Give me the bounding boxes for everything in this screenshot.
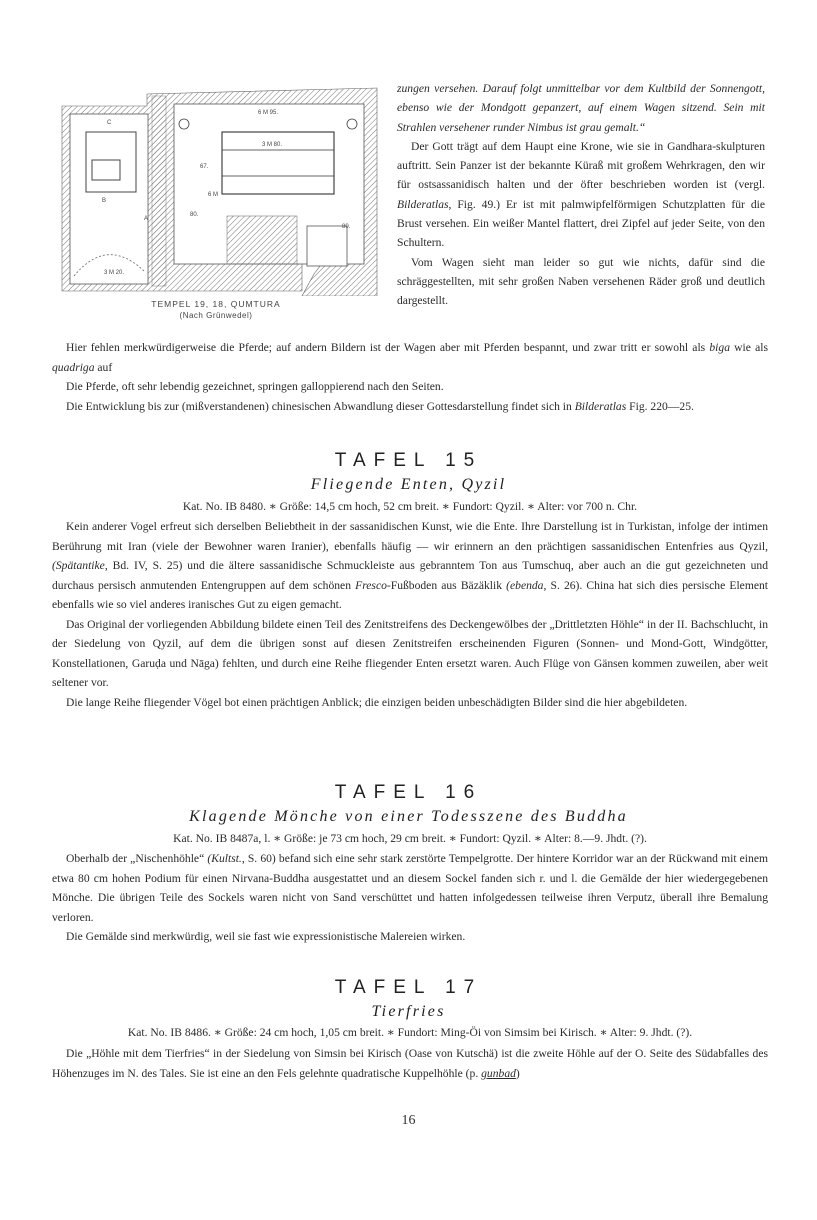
tafel-17-text <box>52 1044 768 1083</box>
paragraph-birds: Die lange Reihe fliegender Vögel bot einen prächtigen Anblick; die einzigen beiden unbeschädigten Bilder sind die hier abgebildeten. <box>66 695 688 709</box>
text-span: , Fig. 49.) Er ist mit palmwipfelförmigen Schutzplatten für die Brust versehen. Ein weißer Mantel flattert, drei Zipfel auf jeder Seite, von den Schultern. <box>397 197 765 250</box>
paragraph-horses: Die Pferde, oft sehr lebendig gezeichnet, springen galloppierend nach den Seiten. <box>66 380 444 393</box>
paragraph-sun-god-armor <box>397 137 765 253</box>
ref-bilderatlas: Bilderatlas <box>574 399 627 413</box>
tafel-15-text <box>52 517 768 712</box>
tafel-15-heading: TAFEL 15 <box>334 450 483 471</box>
tafel-15-title: Fliegende Enten, Qyzil <box>310 476 507 493</box>
paragraph-horses-missing <box>52 338 768 377</box>
text-span: Die Entwicklung bis zur (mißverstandenen) chinesischen Abwandlung dieser Gottesdarstellung findet sich in <box>66 399 575 413</box>
text-span: Der Gott trägt auf dem Haupt eine Krone, wie sie in Gandhara-skulpturen auftritt. Sein Panzer ist der bekannte Küraß mit großem Wehrkragen, den wir für ostsassanidisch halten und der öfter beschrieben worden ist (vergl. <box>397 139 765 192</box>
paragraph-animal-frieze <box>52 1044 768 1083</box>
plan-label-bottom: 3 M 20. <box>104 270 125 276</box>
text-span: Die „Höhle mit dem Tierfries“ in der Siedelung von Simsin bei Kirisch (Oase von Kutschä) ist die zweite Höhle auf der O. Seite des Südabfalles des Höhenzuges im N. des Tales. Sie ist eine an den Fels gelehnte quadratische Kuppelhöhle (p. <box>52 1047 768 1080</box>
ref-spaetantike: (Spätantike <box>52 559 105 572</box>
figure-caption <box>52 298 380 322</box>
right-column-text <box>397 79 765 311</box>
term-biga: biga <box>709 341 730 354</box>
tafel-15-catalog: Kat. No. IB 8480. ∗ Größe: 14,5 cm hoch, 52 cm breit. ∗ Fundort: Qyzil. ∗ Alter: vor 700 n. Chr. <box>182 500 638 513</box>
plan-label-shrine: 3 M 80. <box>262 142 283 148</box>
tafel-17-catalog: Kat. No. IB 8486. ∗ Größe: 24 cm hoch, 1,05 cm breit. ∗ Fundort: Ming-Öi von Simsim bei Kirisch. ∗ Alter: 9. Jhdt. (?). <box>127 1026 693 1039</box>
tafel-16-catalog: Kat. No. IB 8487a, l. ∗ Größe: je 73 cm hoch, 29 cm breit. ∗ Fundort: Qyzil. ∗ Alter: 8.—9. Jhdt. (?). <box>173 832 647 845</box>
floor-plan-figure <box>52 86 380 326</box>
plan-label-b: B <box>102 198 107 204</box>
paragraph-original: Das Original der vorliegenden Abbildung bildete einen Teil des Zenitstreifens des Deckengewölbes der „Drittletzten Höhle“ in der II. Bachschlucht, in der Siedelung von Qyzil, auf dem die übrigen sonst auf diesen Zenitstreifen erscheinenden Figuren (Sonnen- und Mond-Gott, Windgötter, Konstellationen, Garuḍa und Nāga) fehlten, und durch eine Reihe fliegender Enten ersetzt waren. Auch Flüge von Gänsen kommen zuweilen, aber weit seltener vor. <box>52 617 768 689</box>
paragraph-wagon: Vom Wagen sieht man leider so gut wie nichts, dafür sind die schräggestellten, mit sehr großen Naben versehenen Räder groß und deutlich dargestellt. <box>397 255 765 308</box>
text-span: Hier fehlen merkwürdigerweise die Pferde; auf andern Bildern ist der Wagen aber mit Pferden bespannt, und zwar tritt er sowohl als <box>66 341 710 354</box>
text-span: Kein anderer Vogel erfreut sich derselben Beliebtheit in der sassanidischen Kunst, wie die Ente. Ihre Darstellung ist in Turkistan, infolge der intimen Berührung mit Iran (viele der Bewohner waren Iranier), ebenfalls häufig — wir erinnern an den prächtigen sassanidischen Entenfries aus Qyzil, <box>52 520 768 553</box>
text-span: , S. 26). China hat sich dies persische Element ebenfalls wie so viel anderes iranisches Gut zu eigen gemacht. <box>52 578 768 611</box>
intro-text <box>52 338 768 416</box>
term-fresco: Fresco <box>355 578 387 592</box>
ref-bilderatlas: Bilderatlas <box>397 197 449 211</box>
plan-label-67: 67. <box>200 164 209 170</box>
plan-label-80b: 80. <box>342 224 351 230</box>
text-span: wie als <box>730 341 768 354</box>
text-span: Fig. 220—25. <box>626 399 694 413</box>
plan-label-c: C <box>107 120 112 126</box>
plan-label-width: 6 M 95. <box>258 110 279 116</box>
text-span: , Bd. IV, S. 25) und die ältere sassanidische Schmuckleiste aus gebranntem Ton aus Tumschuq, aber auch an die gut gezeichneten und durchaus persisch anmutenden Entengruppen auf dem schönen <box>52 559 768 592</box>
tafel-17-heading: TAFEL 17 <box>334 977 483 998</box>
tafel-16-heading: TAFEL 16 <box>334 782 483 803</box>
paragraph-expressionist: Die Gemälde sind merkwürdig, weil sie fast wie expressionistische Malereien wirken. <box>66 930 466 943</box>
figure-caption-title: TEMPEL 19, 18, QUMTURA <box>151 299 281 309</box>
text-span: -Fußboden aus Bäzäklik <box>386 578 507 592</box>
paragraph-ducks <box>52 517 768 615</box>
plan-label-80a: 80. <box>190 212 199 218</box>
term-gunbad: gunbad <box>481 1066 516 1080</box>
text-span: auf <box>94 360 113 374</box>
paragraph-sun-god-quote: zungen versehen. Darauf folgt unmittelbar vor dem Kultbild der Sonnengott, ebenso wie der Mondgott gepanzert, auf einem Wagen sitzend. Sein mit Strahlen versehener runder Nimbus ist grau gemalt.“ <box>397 82 765 134</box>
paragraph-niche-cave <box>52 849 768 927</box>
floor-plan-drawing <box>52 86 380 296</box>
plan-label-6m: 6 M <box>208 192 219 198</box>
ref-ebenda: (ebenda <box>506 578 544 592</box>
page-number: 16 <box>401 1113 416 1128</box>
tafel-16-title: Klagende Mönche von einer Todesszene des Buddha <box>189 808 628 825</box>
text-span: ) <box>515 1066 520 1080</box>
plan-label-a: A <box>144 216 149 222</box>
text-span: Oberhalb der „Nischenhöhle“ <box>66 852 208 865</box>
tafel-16-text <box>52 849 768 947</box>
tafel-17-title: Tierfries <box>371 1003 446 1020</box>
ref-kultst: (Kultst. <box>207 852 242 865</box>
figure-caption-source: (Nach Grünwedel) <box>179 311 253 320</box>
paragraph-development <box>52 397 768 417</box>
term-quadriga: quadriga <box>52 360 95 374</box>
text-span: , S. 60) befand sich eine sehr stark zerstörte Tempelgrotte. Der hintere Korridor war an der Rückwand mit einem etwa 80 cm hohen Podium für einen Nirvana-Buddha ausgestattet und an diesem Sockel fanden sich r. und l. die Gemälde der hier wiedergegebenen Mönche. Die übrigen Teile des Sockels waren nicht von Sand verschüttet und hatten infolgedessen teilweise ihren Verputz, überall ihre Bemalung verloren. <box>52 852 768 924</box>
